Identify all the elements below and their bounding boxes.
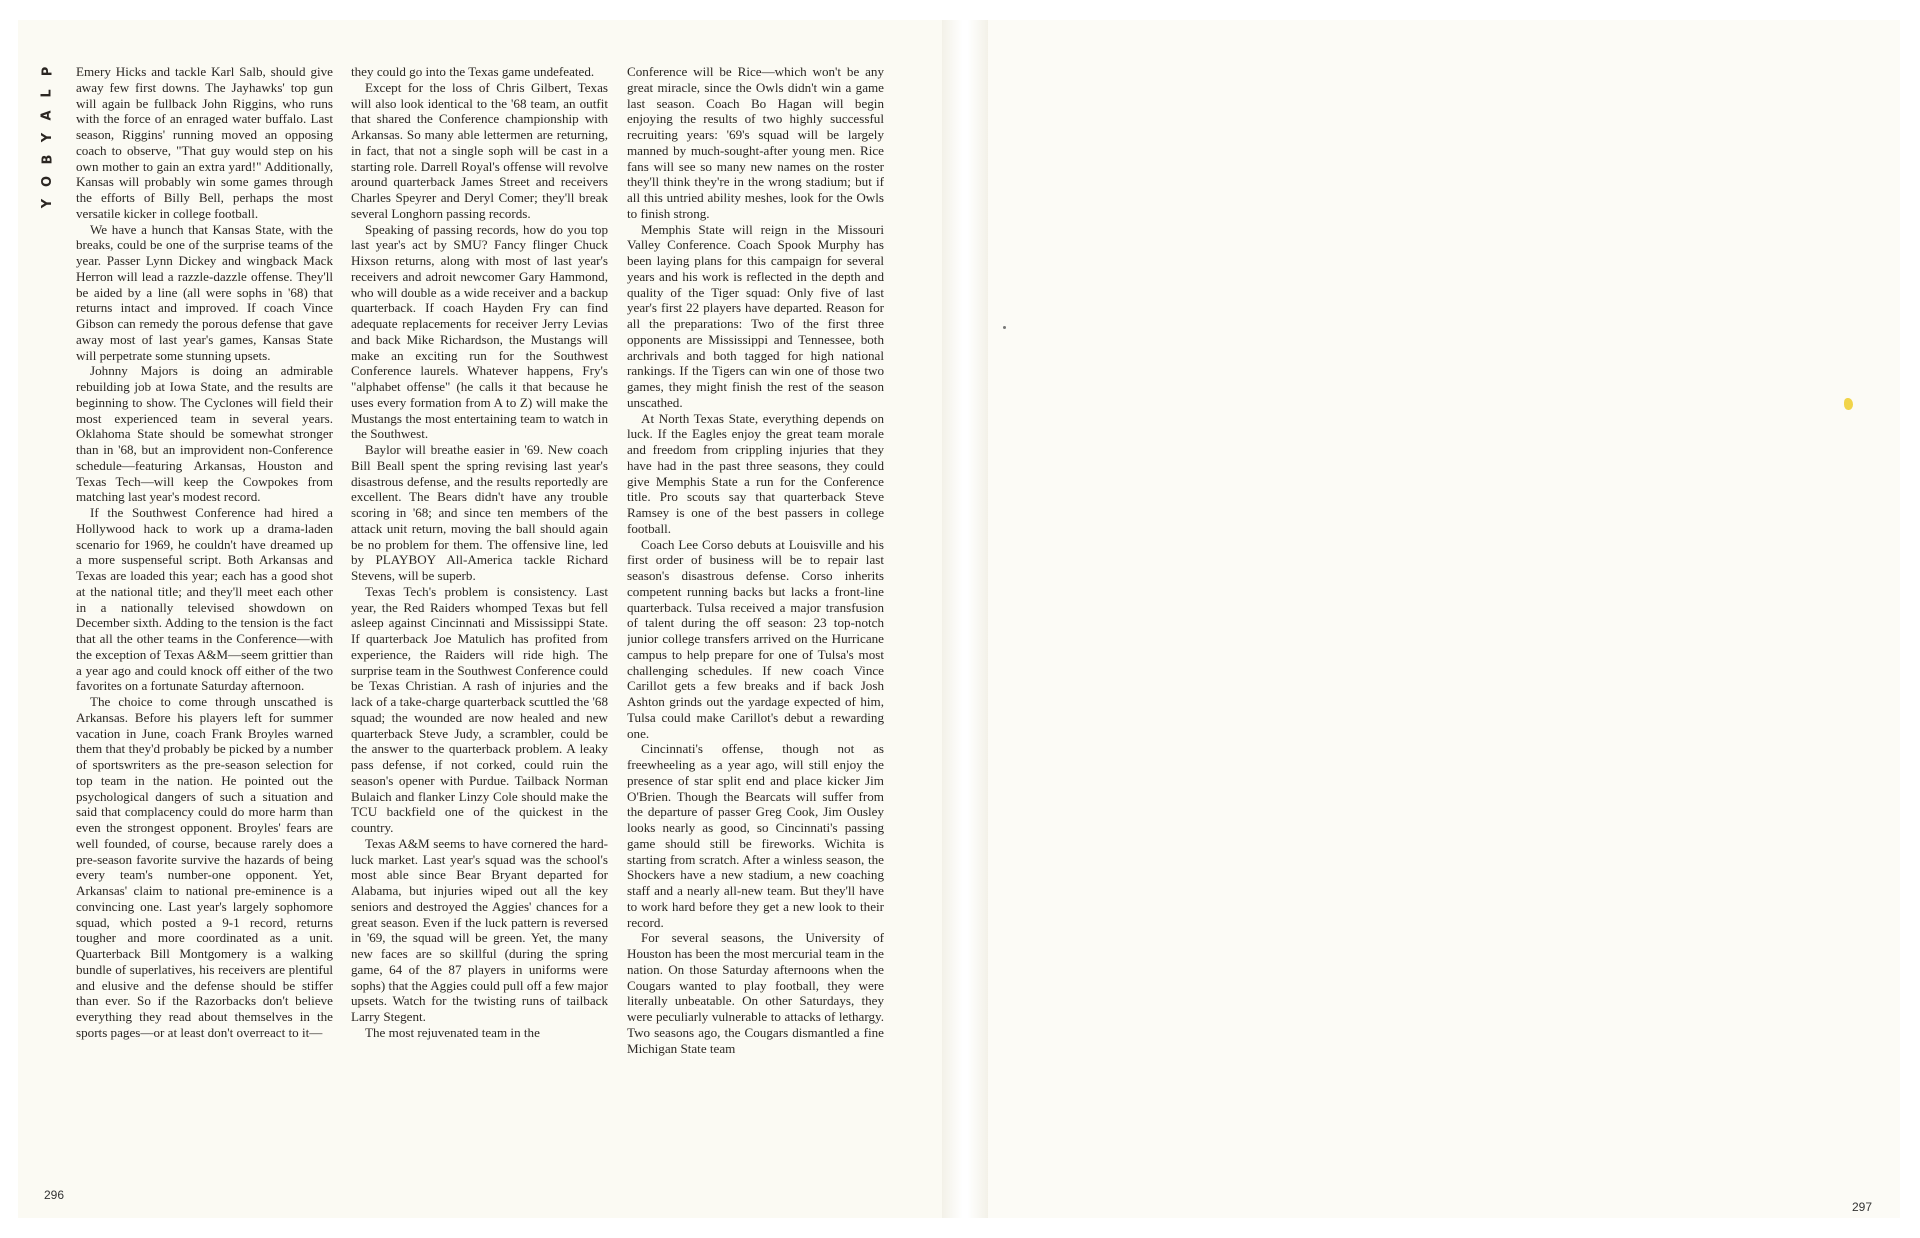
masthead-letter: A: [40, 109, 55, 121]
paragraph: For several seasons, the University of Houston has been the most mercurial team in the nation. On those Saturday afternoons when the Cougars wanted to play football, they were literally unbeatable. On other Saturdays, they were peculiarly vulnerable to attacks of lethargy. Two seasons ago, the Cougars dismantled a fine Michigan State team: [627, 930, 884, 1056]
paragraph: At North Texas State, everything depends on luck. If the Eagles enjoy the great team morale and freedom from crippling injuries that they have had in the past three seasons, they could give Memphis State a run for the Conference title. Pro scouts say that quarterback Steve Ramsey is one of the best passers in college football.: [627, 410, 884, 536]
paragraph: Baylor will breathe easier in '69. New coach Bill Beall spent the spring revising last year's disastrous defense, and the results reportedly are excellent. The Bears didn't have any trouble scoring in '68; and since ten members of the attack unit return, moving the ball should again be no problem for them. The offensive line, led by PLAYBOY All-America tackle Richard Stevens, will be superb.: [351, 442, 608, 583]
paragraph: Texas Tech's problem is consistency. Last year, the Red Raiders whomped Texas but fell asleep against Cincinnati and Mississippi State. If quarterback Joe Matulich has profited from experience, the Raiders will ride high. The surprise team in the Southwest Conference could be Texas Christian. A rash of injuries and the lack of a take-charge quarterback scuttled the '68 squad; the wounded are now healed and new quarterback Steve Judy, a scrambler, could be the answer to the quarterback problem. A leaky pass defense, if not corked, could ruin the season's opener with Purdue. Tailback Norman Bulaich and flanker Linzy Cole should make the TCU backfield one of the quickest in the country.: [351, 583, 608, 835]
paragraph: If the Southwest Conference had hired a Hollywood hack to work up a drama-laden scenario for 1969, he couldn't have dreamed up a more suspenseful script. Both Arkansas and Texas are loaded this year; each has a good shot at the national title; and they'll meet each other in a nationally televised showdown on December sixth. Adding to the tension is the fact that all the other teams in the Conference—with the exception of Texas A&M—seem grittier than a year ago and could knock off either of the two favorites on a fortunate Saturday afternoon.: [76, 505, 333, 694]
yellow-speck-mark: [1844, 398, 1853, 410]
paragraph: The choice to come through unscathed is Arkansas. Before his players left for summer vacation in June, coach Frank Broyles warned them that they'd probably be picked by a number of sportswriters as the pre-season selection for top team in the nation. He pointed out the psychological dangers of such a situation and said that complacency could do more harm than even the strongest opponent. Broyles' fears are well founded, of course, because rarely does a pre-season favorite survive the hazards of being every team's number-one opponent. Yet, Arkansas' claim to national pre-eminence is a convincing one. Last year's largely sophomore squad, which posted a 9-1 record, returns tougher and more coordinated as a unit. Quarterback Bill Montgomery is a walking bundle of superlatives, his receivers are plentiful and elusive and the defense should be stiffer than ever. So if the Razorbacks don't believe everything they read about themselves in the sports pages—or at least don't overreact to it—: [76, 694, 333, 1040]
masthead-letter: L: [39, 88, 55, 98]
paragraph: Coach Lee Corso debuts at Louisville and his first order of business will be to repair last season's disastrous defense. Corso inherits competent running backs but lacks a front-line quarterback. Tulsa received a major transfusion of talent during the off season: 23 top-notch junior college transfers arrived on the Hurricane campus to help prepare for one of Tulsa's most challenging schedules. If new coach Vince Carillot gets a few breaks and if back Josh Ashton grinds out the yardage expected of him, Tulsa could make Carillot's debut a rewarding one.: [627, 536, 884, 741]
paragraph: The most rejuvenated team in the: [365, 1024, 540, 1040]
paragraph: Emery Hicks and tackle Karl Salb, should give away few first downs. The Jayhawks' top gun will again be fullback John Riggins, who runs with the force of an enraged water buffalo. Last season, Riggins' running moved an opposing coach to observe, "That guy would step on his own mother to gain an extra yard!" Additionally, Kansas will probably win some games through the efforts of Billy Bell, perhaps the most versatile kicker in college football.: [76, 64, 333, 221]
masthead-letter: Y: [39, 131, 55, 143]
text-column-2: [351, 64, 608, 1218]
paragraph: Except for the loss of Chris Gilbert, Texas will also look identical to the '68 team, an outfit that shared the Conference championship with Arkansas. So many able lettermen are returning, in fact, that not a single soph will be cast in a starting role. Darrell Royal's offense will revolve around quarterback James Street and receivers Charles Speyrer and Deryl Comer; they'll break several Longhorn passing records.: [351, 79, 608, 221]
page-number-right: 297: [1851, 1200, 1872, 1214]
masthead-letter: B: [39, 153, 55, 165]
paragraph: We have a hunch that Kansas State, with the breaks, could be one of the surprise teams of the year. Passer Lynn Dickey and wingback Mack Herron will lead a razzle-dazzle offense. They'll be aided by a line (all were sophs in '68) that returns intact and improved. If coach Vince Gibson can remedy the porous defense that gave away most of last year's games, Kansas State will perpetrate some stunning upsets.: [76, 221, 333, 363]
book-gutter: [942, 20, 988, 1218]
speck-mark: [1003, 326, 1006, 329]
text-column-3: [627, 64, 884, 1218]
left-page: [18, 20, 942, 1218]
masthead-letter: O: [40, 174, 55, 188]
paragraph: Conference will be Rice—which won't be any great miracle, since the Owls didn't win a game last season. Coach Bo Hagan will begin enjoying the results of two highly successful recruiting years: '69's squad will be largely manned by much-sought-after young men. Rice fans will see so many new names on the roster they'll think they're in the wrong stadium; but if all this untried ability meshes, look for the Owls to finish strong.: [627, 64, 884, 221]
paragraph: Speaking of passing records, how do you top last year's act by SMU? Fancy flinger Chuck Hixson returns, along with most of last year's receivers and adroit newcomer Gary Hammond, who will double as a wide receiver and a backup quarterback. If coach Hayden Fry can find adequate replacements for receiver Jerry Levias and back Mike Richardson, the Mustangs will make an exciting run for the Southwest Conference laurels. Whatever happens, Fry's "alphabet offense" (he calls it that because he uses every formation from A to Z) will make the Mustangs the most entertaining team to watch in the Southwest.: [351, 221, 608, 442]
paragraph: Texas A&M seems to have cornered the hard-luck market. Last year's squad was the school's most able since Bear Bryant departed for Alabama, but injuries wiped out all the key seniors and destroyed the Aggies' chances for a great season. Even if the luck pattern is reversed in '69, the squad will be green. Yet, the many new faces are so skillful (during the spring game, 64 of the 87 players in uniforms were sophs) that the Aggies could pull off a few major upsets. Watch for the twisting runs of tailback Larry Stegent.: [351, 835, 608, 1024]
paragraph: Memphis State will reign in the Missouri Valley Conference. Coach Spook Murphy has been laying plans for this campaign for several years and his work is reflected in the depth and quality of the Tiger squad: Only five of last year's first 22 players have departed. Reason for all the preparations: Two of the first three opponents are Mississippi and Tennessee, both archrivals and both tagged for high national rankings. If the Tigers can win one of those two games, they might finish the rest of the season unscathed.: [627, 221, 884, 410]
right-page: [988, 20, 1900, 1218]
paragraph: Cincinnati's offense, though not as freewheeling as a year ago, will still enjoy the presence of star split end and place kicker Jim O'Brien. Though the Bearcats will suffer from the departure of passer Greg Cook, Jim Ousley looks nearly as good, so Cincinnati's passing game should still be fireworks. Wichita is starting from scratch. After a winless season, the Shockers have a new stadium, a new coaching staff and a nearly all-new team. But they'll have to work hard before they get a new look to their record.: [627, 741, 884, 930]
masthead-letter: P: [40, 65, 55, 77]
page-number-left: 296: [44, 1188, 65, 1202]
playboy-masthead: [36, 60, 60, 214]
paragraph: Johnny Majors is doing an admirable rebuilding job at Iowa State, and the results are beginning to show. The Cyclones will field their most experienced team in several years. Oklahoma State should be somewhat stronger than in '68, but an improvident non-Conference schedule—featuring Arkansas, Houston and Texas Tech—will keep the Cowpokes from matching last year's modest record.: [76, 363, 333, 505]
masthead-letter: Y: [39, 197, 55, 209]
text-column-1: [76, 64, 333, 1218]
paragraph: they could go into the Texas game undefeated.: [351, 64, 595, 79]
